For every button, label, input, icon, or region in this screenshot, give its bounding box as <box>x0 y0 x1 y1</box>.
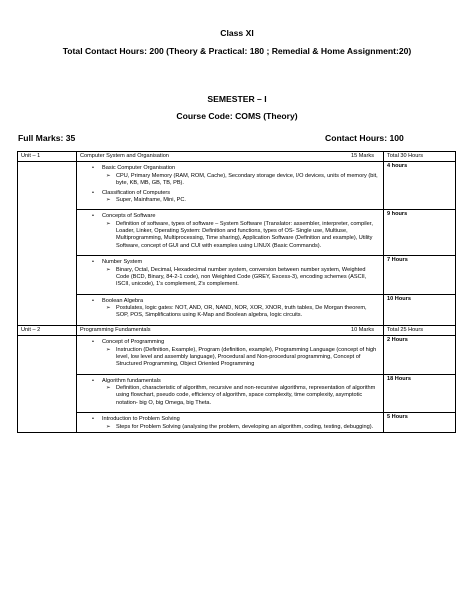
bullet-icon: • <box>92 189 94 196</box>
arrow-icon: ➢ <box>106 220 111 227</box>
topic-hours: 10 Hours <box>384 294 456 325</box>
arrow-icon: ➢ <box>106 196 111 203</box>
topic-row <box>18 294 456 325</box>
topic-detail: Postulates, logic gates: NOT, AND, OR, NAND, NOR, XOR, XNOR, truth tables, De Morgan theorem, SOP, POS, Simplifications using K-Map and Boolean algebra, logic circuits. <box>116 305 367 319</box>
topic-detail: CPU, Primary Memory (RAM, ROM, Cache), Secondary storage device, I/O devices, units of memory (bit, byte, KB, MB, GB, TB, PB). <box>116 172 378 187</box>
semester-title: SEMESTER – I <box>207 94 267 104</box>
topic-detail: Steps for Problem Solving (analysing the problem, developing an algorithm, coding, testing, debugging). <box>116 423 374 430</box>
bullet-icon: • <box>92 165 94 172</box>
unit-marks: 10 Marks <box>350 326 374 333</box>
topic-hours: 4 hours <box>384 162 456 210</box>
unit-label: Unit – 2 <box>18 325 77 335</box>
arrow-icon: ➢ <box>106 385 111 391</box>
topic-hours: 18 Hours <box>384 374 456 413</box>
contact-hours: Contact Hours: 100 <box>325 133 404 143</box>
arrow-icon: ➢ <box>106 266 111 273</box>
arrow-icon: ➢ <box>106 423 111 430</box>
arrow-icon: ➢ <box>106 305 111 311</box>
class-title: Class XI <box>220 28 254 38</box>
unit-total-hours: Total 30 Hours <box>384 152 456 162</box>
topic-row <box>18 210 456 256</box>
topic-name: Algorithm fundamentals <box>102 377 161 384</box>
topic-name: Concept of Programming <box>102 339 165 346</box>
topic-detail: Classification of Computers <box>102 189 171 196</box>
topic-row <box>18 336 456 375</box>
topic-row <box>18 413 456 433</box>
topic-detail: Super, Mainframe, Mini, PC. <box>116 196 186 203</box>
unit-marks: 15 Marks <box>350 153 374 159</box>
topic-name: Basic Computer Organisation <box>102 165 176 172</box>
arrow-icon: ➢ <box>106 346 111 353</box>
unit-row <box>18 325 456 335</box>
topic-hours: 9 hours <box>384 210 456 256</box>
topic-name: Introduction to Problem Solving <box>102 416 180 423</box>
bullet-icon: • <box>92 297 94 304</box>
unit-row <box>18 152 456 162</box>
topic-name: Boolean Algebra <box>102 297 144 304</box>
topic-row <box>18 374 456 413</box>
unit-total-hours: Total 25 Hours <box>384 325 456 335</box>
topic-name: Concepts of Software <box>102 213 156 220</box>
full-marks: Full Marks: 35 <box>18 133 76 143</box>
topic-hours: 2 Hours <box>384 336 456 375</box>
unit-title: Programming Fundamentals <box>80 326 151 333</box>
bullet-icon: • <box>92 339 94 346</box>
bullet-icon: • <box>92 213 94 220</box>
unit-label: Unit – 1 <box>18 152 77 162</box>
bullet-icon: • <box>92 259 94 266</box>
topic-detail: Definition of software, types of software – System Software (Translator: assembler, interpreter, compiler, Loader, Linker, Operating System: Definition and functions, types of OS- Single use, Multiuse, Multiprogramming, Multiprocessing, Time sharing), Application Software (Definition and example), Utility Software, concept of GUI and CUI with examples using LINUX (Basic Commands). <box>116 220 373 249</box>
topic-row <box>18 162 456 210</box>
total-contact-hours: Total Contact Hours: 200 (Theory & Practical: 180 ; Remedial & Home Assignment:20) <box>62 46 412 56</box>
unit-title: Computer System and Organisation <box>80 153 169 159</box>
topic-row <box>18 256 456 295</box>
topic-detail: Instruction (Definition, Example), Program (definition, example), Programming Language (concept of high level, low level and assembly language), Procedural and Non-procedural programming, Concept of Structured Programming, Object Oriented Programming <box>116 346 377 368</box>
syllabus-table <box>17 151 456 433</box>
topic-hours: 7 Hours <box>384 256 456 295</box>
bullet-icon: • <box>92 416 94 423</box>
course-code: Course Code: COMS (Theory) <box>176 111 298 121</box>
bullet-icon: • <box>92 377 94 384</box>
topic-detail: Definition, characteristic of algorithm, recursive and non-recursive algorithms, representation of algorithm using flowchart, pseudo code, efficiency of algorithm, space complexity, time complexity, asymptotic notation- big O, big Omega, big Theta. <box>116 385 376 406</box>
topic-detail: Binary, Octal, Decimal, Hexadecimal number system, conversion between number system, Weighted Code (BCD, Binary, 84-2-1 code), non Weighted Code (GREY, Excess-3), encoding schemes (ASCII, ISCII, unicode), 1's complement, 2's complement. <box>116 266 367 288</box>
arrow-icon: ➢ <box>106 172 111 179</box>
topic-hours: 5 Hours <box>384 413 456 433</box>
topic-name: Number System <box>102 259 143 266</box>
